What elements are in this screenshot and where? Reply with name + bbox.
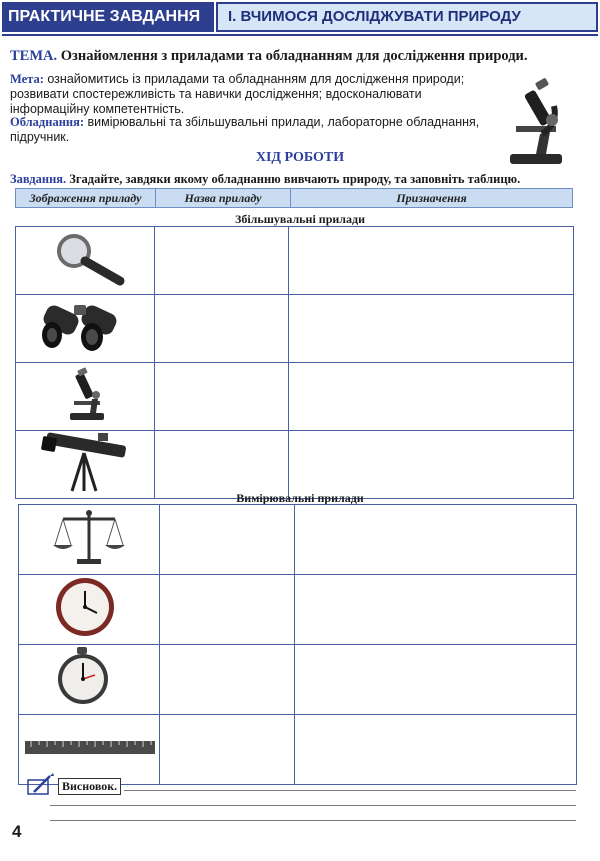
conclusion-line-2[interactable]	[50, 805, 576, 806]
section-measuring-instruments: Вимірювальні прилади	[236, 491, 364, 505]
conclusion-line-1[interactable]	[124, 790, 576, 791]
name-input-cell[interactable]	[155, 295, 289, 363]
image-cell	[16, 295, 155, 363]
binoculars-icon	[16, 295, 154, 357]
measuring-table	[18, 504, 577, 785]
magnifier-icon	[16, 227, 154, 289]
purpose-input-cell[interactable]	[295, 575, 577, 645]
table-row	[19, 505, 577, 575]
column-header-name: Назва приладу	[156, 189, 291, 207]
scales-icon	[19, 505, 159, 569]
purpose-input-cell[interactable]	[295, 645, 577, 715]
purpose-input-cell[interactable]	[289, 363, 574, 431]
table-row	[19, 575, 577, 645]
section-magnifying-instruments: Збільшувальні прилади	[234, 212, 365, 226]
task-text: Згадайте, завдяки якому обладнанню вивчають природу, та заповніть таблицю.	[69, 172, 521, 186]
name-input-cell[interactable]	[160, 505, 295, 575]
image-cell	[19, 505, 160, 575]
column-header-image: Зображення приладу	[16, 189, 156, 207]
image-cell	[16, 431, 155, 499]
magnifying-table	[15, 226, 574, 499]
image-cell	[16, 227, 155, 295]
name-input-cell[interactable]	[160, 645, 295, 715]
image-cell	[19, 575, 160, 645]
purpose-input-cell[interactable]	[289, 431, 574, 499]
conclusion-line-3[interactable]	[50, 820, 576, 821]
table-header	[15, 188, 573, 208]
goal-text: ознайомитись із приладами та обладнанням для дослідження природи; розвивати спостережливість та навички дослідження; вдосконалювати інформаційну компетентність.	[10, 72, 465, 116]
column-header-purpose: Призначення	[396, 191, 467, 205]
equipment-label: Обладнання:	[10, 115, 85, 129]
equipment-paragraph	[10, 115, 500, 145]
procedure-heading: ХІД РОБОТИ	[255, 150, 345, 165]
purpose-input-cell[interactable]	[289, 295, 574, 363]
name-input-cell[interactable]	[155, 227, 289, 295]
name-input-cell[interactable]	[160, 715, 295, 785]
page-number: 4	[12, 822, 22, 841]
goal-paragraph	[10, 72, 500, 117]
purpose-input-cell[interactable]	[295, 505, 577, 575]
name-input-cell[interactable]	[155, 363, 289, 431]
table-row	[16, 431, 574, 499]
table-row	[19, 715, 577, 785]
conclusion-label: Висновок.	[58, 778, 121, 795]
table-row	[16, 363, 574, 431]
pen-icon	[26, 772, 56, 796]
task-line	[10, 172, 520, 187]
purpose-input-cell[interactable]	[295, 715, 577, 785]
telescope-icon	[16, 431, 154, 493]
task-label: Завдання.	[10, 172, 67, 186]
table-row	[16, 295, 574, 363]
header-divider	[2, 34, 598, 36]
image-cell	[19, 645, 160, 715]
purpose-input-cell[interactable]	[289, 227, 574, 295]
microscope-icon	[16, 363, 154, 425]
name-input-cell[interactable]	[160, 575, 295, 645]
table-row	[19, 645, 577, 715]
assignment-type-banner: ПРАКТИЧНЕ ЗАВДАННЯ	[2, 2, 214, 32]
stopwatch-icon	[19, 645, 159, 709]
equipment-text: вимірювальні та збільшувальні прилади, лабораторне обладнання, підручник.	[10, 115, 480, 144]
section-title-banner: I. ВЧИМОСЯ ДОСЛІДЖУВАТИ ПРИРОДУ	[216, 2, 598, 32]
goal-label: Мета:	[10, 72, 44, 86]
table-row	[16, 227, 574, 295]
name-input-cell[interactable]	[155, 431, 289, 499]
image-cell	[16, 363, 155, 431]
ruler-icon	[19, 715, 159, 779]
clock-icon	[19, 575, 159, 639]
topic-label: ТЕМА.	[10, 48, 58, 64]
topic-text: Ознайомлення з приладами та обладнанням для дослідження природи.	[60, 48, 528, 64]
topic-line	[10, 48, 528, 65]
